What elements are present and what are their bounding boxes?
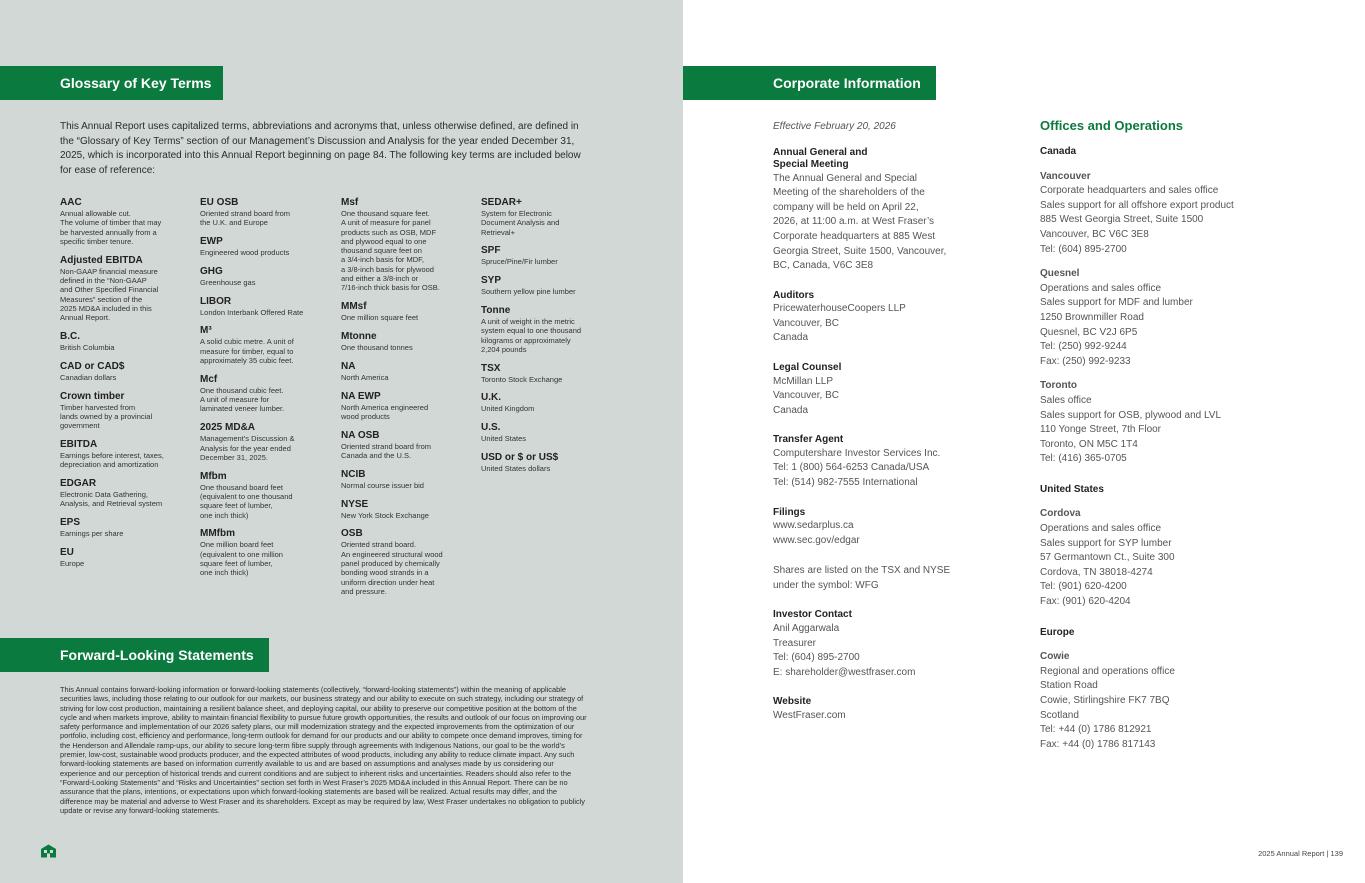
glossary-term-name: TSX [481,362,501,374]
glossary-term-definition: Management’s Discussion & Analysis for the year ended December 31, 2025. [200,434,295,462]
glossary-term [481,452,613,473]
office-details: Operations and sales office Sales support for MDF and lumber 1250 Brownmiller Road Quesnel, BC V2J 6P5 Tel: (250) 992-9244 Fax: (250) 992-9233 [1040,282,1193,367]
glossary-term [341,331,473,352]
glossary-term-name: CAD or CAD$ [60,360,125,372]
glossary-term-name: EWP [200,236,223,248]
glossary-term [481,275,613,296]
glossary-term-definition: North America engineered wood products [341,402,429,421]
office [1040,650,1260,752]
corporate-sections [773,147,973,724]
glossary-term [481,422,613,443]
glossary-term-definition: One million square feet [341,313,419,323]
glossary-term-name: SYP [481,275,502,287]
corporate-section [773,290,973,346]
glossary-term-definition: One thousand cubic feet. A unit of measure for laminated veneer lumber. [200,385,285,414]
region-name: Europe [1040,626,1075,638]
glossary-term-definition: One million board feet (equivalent to one million square feet of lumber, one inch thick) [200,540,283,578]
glossary-term [341,391,473,422]
glossary-term-definition: New York Stock Exchange [341,510,429,520]
glossary-term-name: EU OSB [200,197,239,208]
glossary-term-definition: Normal course issuer bid [341,480,424,490]
glossary-term-definition: Earnings per share [60,529,124,539]
office-details: Sales office Sales support for OSB, plywood and LVL 110 Yonge Street, 7th Floor Toronto, ON M5C 1T4 Tel: (416) 365-0705 [1040,394,1222,465]
office [1040,507,1260,609]
glossary-term [481,392,613,413]
corporate-section-heading: Transfer Agent [773,434,844,446]
glossary-term-name: SPF [481,245,501,257]
glossary-term [341,301,473,322]
glossary-term-name: USD or $ or US$ [481,452,559,464]
office [1040,379,1260,467]
glossary-term [60,439,192,470]
glossary-term-name: Tonne [481,304,511,316]
office-city: Quesnel [1040,268,1080,280]
corporate-section-body: McMillan LLP Vancouver, BC Canada [773,375,839,416]
corporate-section-body: www.sedarplus.ca www.sec.gov/edgar [773,520,860,546]
glossary-term-definition: Electronic Data Gathering, Analysis, and Retrieval system [60,490,163,509]
corporate-section-heading: Legal Counsel [773,362,842,374]
glossary-term-name: OSB [341,528,363,540]
office-city: Toronto [1040,380,1078,392]
glossary-term-name: Crown timber [60,390,125,402]
glossary-term-definition: Timber harvested from lands owned by a provincial government [60,402,153,431]
glossary-term-name: GHG [200,265,223,277]
glossary-term-name: Mtonne [341,330,377,342]
glossary-term [481,197,613,237]
glossary-term [341,430,473,461]
glossary-term-name: Msf [341,197,359,208]
glossary-term [200,422,332,462]
glossary-term-definition: United Kingdom [481,404,535,414]
office-city: Vancouver [1040,170,1091,182]
offices-title: Offices and Operations [1040,118,1184,133]
glossary-term-name: EDGAR [60,478,97,490]
glossary-term-name: NYSE [341,498,369,510]
glossary-term [341,499,473,520]
offices-and-operations [1040,117,1260,762]
corporate-section-body: PricewaterhouseCoopers LLP Vancouver, BC Canada [773,303,906,344]
forward-looking-text: This Annual contains forward-looking information or forward-looking statements (collectively, “forward-looking statements”) within the meaning of applicable securities laws, including those relating to our outlook for our markets, our business strategy and our ability to execute on such strategy, including our strategy of striving for low cost production, maintaining a resilient balance sheet, and deploying capital, our ability to preserve our competitive position at the bottom of the cycle and when markets improve, ability to maintain financial flexibility to pursue future growth opportunities, the results and outlook of our focus on improving our safety performance and implementation of our 2026 safety plans, our mill modernization strategy and the expected improvements from the optimization of our portfolio, including cost, efficiency and performance, long-term outlook for demand for our products and our ability to compete once demand improves, timing for the Henderson and Allendale ramp-ups, our ability to secure long-term fibre supply through agreements with Indigenous Nations, our goal to be the world’s premier, low-cost, sustainable wood products producer, and the expected attributes of wood products, including any ability to reduce climate impact. Any such forward-looking statements are based on information currently available to us and are based on assumptions and analyses made by us considering our experience and our perception of historical trends and current conditions and are subject to inherent risks and uncertainties. Readers should also refer to the “Forward-Looking Statements” and “Risks and Uncertainties” section set forth in West Fraser’s 2025 MD&A included in this Annual Report. There can be no assurance that the plans, intentions, or expectations upon which forward-looking statements are based will be realized. Actual results may differ, and the difference may be material and adverse to West Fraser and its shareholders. Except as may be required by law, West Fraser undertakes no obligation to publicly update or revise any forward-looking statements. [60,685,587,815]
office-city: Cowie [1040,651,1070,663]
corporate-section-heading: Filings [773,506,806,518]
office-details: Regional and operations office Station Road Cowie, Stirlingshire FK7 7BQ Scotland Tel: +44 (0) 1786 812921 Fax: +44 (0) 1786 817143 [1040,665,1175,750]
glossary-term [200,236,332,257]
glossary-term-name: MMfbm [200,528,235,540]
glossary-term-definition: Oriented strand board. An engineered structural wood panel produced by chemically bonding wood strands in a uniform direction under heat and pressure. [341,540,443,596]
glossary-term-name: U.K. [481,392,501,404]
glossary-term-definition: One thousand tonnes [341,342,413,352]
glossary-term-name: SEDAR+ [481,197,522,208]
corporate-section [773,609,973,680]
glossary-term-definition: System for Electronic Document Analysis and Retrieval+ [481,209,560,237]
glossary-term [341,469,473,490]
glossary-term [200,528,332,577]
west-fraser-logo-icon [40,844,57,858]
office-details: Corporate headquarters and sales office Sales support for all offshore export product 885 West Georgia Street, Suite 1500 Vancouver, BC V6C 3E8 Tel: (604) 895-2700 [1040,185,1234,255]
glossary-term-name: MMsf [341,301,367,313]
glossary-term-definition: British Columbia [60,342,115,352]
glossary-term [60,517,192,538]
corporate-section [773,507,973,549]
office-city: Cordova [1040,508,1081,520]
glossary-term-definition: Oriented strand board from Canada and the U.S. [341,441,432,460]
glossary-term [60,547,192,568]
glossary-term [200,197,332,228]
corporate-section-heading: Auditors [773,289,815,301]
glossary-term-name: 2025 MD&A [200,422,256,434]
effective-date: Effective February 20, 2026 [773,121,896,132]
corporate-section-heading: Investor Contact [773,609,852,621]
glossary-term-name: Adjusted EBITDA [60,254,143,266]
glossary-term-name: NA OSB [341,429,380,441]
corporate-section [773,564,973,593]
corporate-section-body: Computershare Investor Services Inc. Tel: 1 (800) 564-6253 Canada/USA Tel: (514) 982-7555 International [773,447,941,488]
glossary-term-definition: London Interbank Offered Rate [200,307,304,317]
office [1040,170,1260,258]
corporate-section [773,434,973,490]
glossary-intro: This Annual Report uses capitalized terms, abbreviations and acronyms that, unless otherwise defined, are defined in the “Glossary of Key Terms” section of our Management’s Discussion and Analysis for the year ended December 31, 2025, which is incorporated into this Annual Report beginning on page 84. The following key terms are included below for ease of reference: [60,121,581,176]
glossary-term-definition: Spruce/Pine/Fir lumber [481,257,558,267]
corporate-section-body: Anil Aggarwala Treasurer Tel: (604) 895-2700 E: shareholder@westfraser.com [773,622,916,678]
corporate-section-heading: Website [773,696,812,708]
glossary-term-definition: Oriented strand board from the U.K. and Europe [200,209,291,228]
glossary-term [60,331,192,352]
glossary-term-name: LIBOR [200,295,232,307]
corporate-section-body: Shares are listed on the TSX and NYSE under the symbol: WFG [773,565,951,591]
region-name: Canada [1040,146,1077,157]
glossary-term-definition: Non-GAAP financial measure defined in the “Non-GAAP and Other Specified Financial Measures” section of the 2025 MD&A included in this Annual Report. [60,266,159,323]
glossary-term-definition: Engineered wood products [200,248,290,258]
glossary-term [481,305,613,354]
glossary-term-definition: A unit of weight in the metric system equal to one thousand kilograms or approximately 2,204 pounds [481,316,582,354]
glossary-term-definition: Toronto Stock Exchange [481,374,563,384]
glossary-term [341,197,473,293]
office-details: Operations and sales office Sales support for SYP lumber 57 Germantown Ct., Suite 300 Cordova, TN 38018-4274 Tel: (901) 620-4200 Fax: (901) 620-4204 [1040,523,1175,608]
glossary-term-definition: Earnings before interest, taxes, depreciation and amortization [60,450,164,470]
glossary-term [60,478,192,509]
glossary-column-1 [60,197,192,577]
glossary-term [200,325,332,365]
glossary-term-definition: United States dollars [481,464,551,474]
glossary-column-2 [200,197,332,586]
glossary-term [481,363,613,384]
corporate-section [773,362,973,418]
glossary-term-name: NA [341,360,356,372]
glossary-term-definition: Greenhouse gas [200,277,256,287]
corporate-section-heading: Annual General and Special Meeting [773,146,868,171]
glossary-title: Glossary of Key Terms [0,66,223,100]
glossary-term-name: EBITDA [60,438,98,450]
glossary-term-name: EU [60,546,74,558]
corporate-section-body: The Annual General and Special Meeting of the shareholders of the company will be held on April 22, 2026, at 11:00 a.m. at West Fraser’s Corporate headquarters at 885 West Georgia Street, Suite 1500, Vancouver, BC, Canada, V6C 3E8 [773,172,947,272]
glossary-term [341,361,473,382]
glossary-term-definition: Canadian dollars [60,372,117,382]
glossary-term-name: NCIB [341,468,366,480]
glossary-term [60,197,192,246]
page-footer: 2025 Annual Report | 139 [1258,849,1343,858]
glossary-term-name: Mcf [200,373,218,385]
glossary-column-4 [481,197,613,482]
corporate-title: Corporate Information [683,66,936,100]
corporate-section [773,696,973,723]
glossary-term [200,471,332,520]
glossary-term-name: M³ [200,325,212,337]
glossary-term [341,528,473,596]
office [1040,267,1260,369]
glossary-term-definition: A solid cubic metre. A unit of measure for timber, equal to approximately 35 cubic feet. [200,337,294,366]
glossary-term-definition: Annual allowable cut. The volume of timber that may be harvested annually from a specific timber tenure. [60,209,162,246]
glossary-term [60,391,192,431]
glossary-term-definition: Southern yellow pine lumber [481,287,576,297]
glossary-term-name: EPS [60,517,81,529]
glossary-term [200,266,332,287]
corporate-info [773,120,973,739]
glossary-term [200,296,332,317]
glossary-term-definition: North America [341,372,389,382]
glossary-term [60,361,192,382]
glossary-column-3 [341,197,473,605]
glossary-term-name: NA EWP [341,390,381,402]
region-name: United States [1040,483,1104,495]
glossary-term-definition: United States [481,434,527,444]
glossary-term-definition: Europe [60,558,85,568]
corporate-section [773,147,973,274]
glossary-term-name: B.C. [60,330,80,342]
glossary-term-name: Mfbm [200,470,227,482]
glossary-term [481,245,613,266]
offices-regions [1040,145,1260,752]
glossary-term-definition: One thousand board feet (equivalent to one thousand square feet of lumber, one inch thick) [200,482,293,520]
glossary-term-definition: One thousand square feet. A unit of measure for panel products such as OSB, MDF and plywood equal to one thousand square feet on a 3/4-inch basis for MDF, a 3/8-inch basis for plywood and either a 3/8-inch or 7/16-inch thick basis for OSB. [341,209,440,293]
forward-looking-title: Forward-Looking Statements [0,638,269,672]
corporate-section-body: WestFraser.com [773,709,846,721]
glossary-term-name: U.S. [481,422,501,434]
glossary-term [200,374,332,414]
glossary-term-name: AAC [60,197,82,208]
glossary-term [60,255,192,323]
